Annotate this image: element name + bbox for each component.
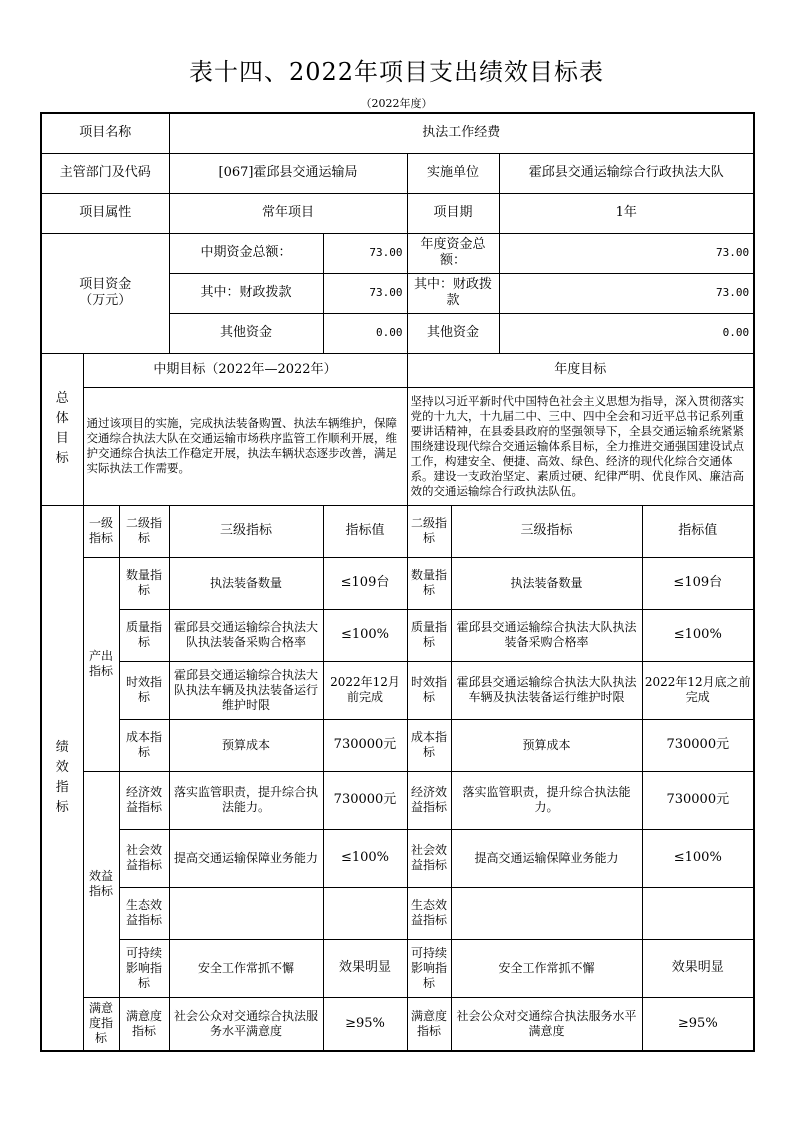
header-l3-mid: 三级指标 (169, 505, 323, 557)
val-year: ≥95% (642, 997, 754, 1051)
perf-label-text: 绩效指标 (55, 739, 69, 815)
l3-mid: 社会公众对交通综合执法服务水平满意度 (169, 997, 323, 1051)
project-name: 执法工作经费 (169, 113, 754, 153)
dept-value: [067]霍邱县交通运输局 (169, 153, 407, 193)
val-mid: 730000元 (323, 771, 407, 829)
val-mid: ≥95% (323, 997, 407, 1051)
row-fund-total (41, 233, 754, 273)
val-year: 730000元 (642, 719, 754, 771)
header-val-mid: 指标值 (323, 505, 407, 557)
l2-mid: 可持续影响指标 (119, 939, 169, 997)
year-label: （2022年度） (360, 97, 433, 110)
l2-mid: 质量指标 (119, 609, 169, 661)
table-row (41, 997, 754, 1051)
l2-year: 可持续影响指标 (407, 939, 451, 997)
table-row (41, 939, 754, 997)
attr-label: 项目属性 (41, 193, 169, 233)
year-total-label: 年度资金总额： (407, 233, 499, 273)
year-total-value: 73.00 (499, 233, 754, 273)
year-goal-header: 年度目标 (407, 353, 754, 387)
header-l2-mid: 二级指标 (119, 505, 169, 557)
row-attr (41, 193, 754, 233)
mid-total-value: 73.00 (323, 233, 407, 273)
benefit-label: 效益指标 (83, 771, 119, 997)
goals-label-text: 总体目标 (55, 391, 69, 466)
val-mid: ≤100% (323, 829, 407, 887)
val-year: ≤109台 (642, 557, 754, 609)
l3-year: 预算成本 (451, 719, 642, 771)
val-mid: 730000元 (323, 719, 407, 771)
table-row (41, 829, 754, 887)
goals-label (41, 353, 83, 505)
l2-year: 成本指标 (407, 719, 451, 771)
perf-label (41, 505, 83, 1051)
val-mid: 2022年12月前完成 (323, 661, 407, 719)
year-other-value: 0.00 (499, 313, 754, 353)
attr-value: 常年项目 (169, 193, 407, 233)
table-row (41, 557, 754, 609)
table-row (41, 609, 754, 661)
l2-mid: 时效指标 (119, 661, 169, 719)
fund-label (41, 233, 169, 353)
l3-mid: 安全工作常抓不懈 (169, 939, 323, 997)
period-value: 1年 (499, 193, 754, 233)
table-row (41, 719, 754, 771)
l2-year: 社会效益指标 (407, 829, 451, 887)
row-dept (41, 153, 754, 193)
period-label: 项目期 (407, 193, 499, 233)
satisfaction-label: 满意度指标 (83, 997, 119, 1051)
mid-fin-value: 73.00 (323, 273, 407, 313)
l2-mid: 满意度指标 (119, 997, 169, 1051)
header-l3-year: 三级指标 (451, 505, 642, 557)
unit-value: 霍邱县交通运输综合行政执法大队 (499, 153, 754, 193)
l3-year: 社会公众对交通综合执法服务水平满意度 (451, 997, 642, 1051)
val-mid: ≤109台 (323, 557, 407, 609)
l2-year: 数量指标 (407, 557, 451, 609)
output-label: 产出指标 (83, 557, 119, 771)
val-mid: 效果明显 (323, 939, 407, 997)
fund-unit: （万元） (79, 293, 132, 308)
l3-year: 提高交通运输保障业务能力 (451, 829, 642, 887)
l3-mid: 落实监管职责，提升综合执法能力。 (169, 771, 323, 829)
l3-mid: 执法装备数量 (169, 557, 323, 609)
l3-year (451, 887, 642, 939)
mid-total-label: 中期资金总额： (169, 233, 323, 273)
row-perf-header (41, 505, 754, 557)
l3-year: 落实监管职责，提升综合执法能力。 (451, 771, 642, 829)
year-fin-value: 73.00 (499, 273, 754, 313)
row-goals-text (41, 387, 754, 505)
val-year (642, 887, 754, 939)
val-year: 2022年12月底之前完成 (642, 661, 754, 719)
l2-year: 经济效益指标 (407, 771, 451, 829)
l3-year: 安全工作常抓不懈 (451, 939, 642, 997)
page-title: 表十四、2022年项目支出绩效目标表 (188, 58, 605, 86)
l3-mid: 提高交通运输保障业务能力 (169, 829, 323, 887)
l3-mid: 霍邱县交通运输综合执法大队执法装备采购合格率 (169, 609, 323, 661)
l3-mid (169, 887, 323, 939)
fund-label-text: 项目资金 (79, 277, 132, 292)
val-year: 730000元 (642, 771, 754, 829)
year-goal-text: 坚持以习近平新时代中国特色社会主义思想为指导，深入贯彻落实党的十九大，十九届二中、三中、四中全会和习近平总书记系列重要讲话精神，在县委县政府的坚强领导下，全县交通运输系统紧紧围绕建设现代综合交通运输体系目标，全力推进交通强国建设试点工作，构建安全、便捷、高效、绿色、经济的现代化综合交通体系。建设一支政治坚定、素质过硬、纪律严明、优良作风、廉洁高效的交通运输综合行政执法队伍。 (407, 387, 754, 505)
header-val-year: 指标值 (642, 505, 754, 557)
header-l1: 一级指标 (83, 505, 119, 557)
year-fin-label: 其中：财政拨款 (407, 273, 499, 313)
val-mid (323, 887, 407, 939)
l3-mid: 霍邱县交通运输综合执法大队执法车辆及执法装备运行维护时限 (169, 661, 323, 719)
year-other-label: 其他资金 (407, 313, 499, 353)
table-row (41, 771, 754, 829)
row-project-name (41, 113, 754, 153)
l2-year: 生态效益指标 (407, 887, 451, 939)
l2-mid: 成本指标 (119, 719, 169, 771)
val-mid: ≤100% (323, 609, 407, 661)
unit-label: 实施单位 (407, 153, 499, 193)
performance-table (40, 112, 755, 1052)
l2-year: 时效指标 (407, 661, 451, 719)
l3-mid: 预算成本 (169, 719, 323, 771)
val-year: ≤100% (642, 829, 754, 887)
l2-mid: 生态效益指标 (119, 887, 169, 939)
val-year: ≤100% (642, 609, 754, 661)
l2-year: 满意度指标 (407, 997, 451, 1051)
l3-year: 霍邱县交通运输综合执法大队执法车辆及执法装备运行维护时限 (451, 661, 642, 719)
l2-mid: 社会效益指标 (119, 829, 169, 887)
l3-year: 霍邱县交通运输综合执法大队执法装备采购合格率 (451, 609, 642, 661)
table-row (41, 887, 754, 939)
dept-label: 主管部门及代码 (41, 153, 169, 193)
project-name-label: 项目名称 (41, 113, 169, 153)
mid-fin-label: 其中：财政拨款 (169, 273, 323, 313)
l3-year: 执法装备数量 (451, 557, 642, 609)
row-goals-header (41, 353, 754, 387)
table-row (41, 661, 754, 719)
header-l2-year: 二级指标 (407, 505, 451, 557)
val-year: 效果明显 (642, 939, 754, 997)
mid-goal-header: 中期目标（2022年—2022年） (83, 353, 407, 387)
mid-other-label: 其他资金 (169, 313, 323, 353)
mid-other-value: 0.00 (323, 313, 407, 353)
l2-year: 质量指标 (407, 609, 451, 661)
mid-goal-text: 通过该项目的实施，完成执法装备购置、执法车辆维护，保障交通综合执法大队在交通运输市场秩序监管工作顺利开展，维护交通综合执法工作稳定开展，执法车辆状态逐步改善，满足实际执法工作需要。 (83, 387, 407, 505)
l2-mid: 经济效益指标 (119, 771, 169, 829)
l2-mid: 数量指标 (119, 557, 169, 609)
